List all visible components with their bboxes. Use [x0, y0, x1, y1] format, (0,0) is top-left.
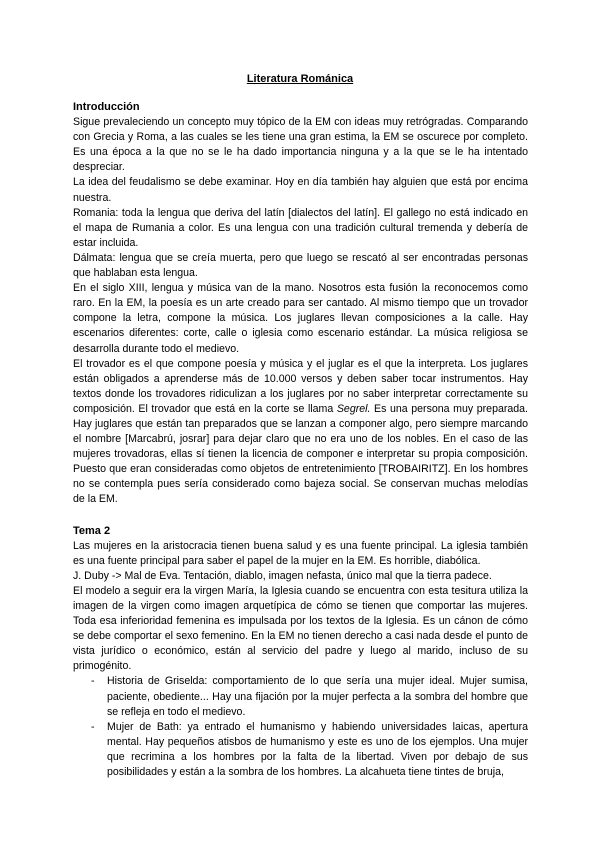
emphasis-segrel: Segrel.	[336, 402, 371, 415]
list-item	[73, 674, 528, 719]
paragraph: Dálmata: lengua que se creía muerta, pero que luego se rescató al ser encontradas personas que hablaban esta lengua.	[73, 251, 528, 280]
paragraph: Las mujeres en la aristocracia tienen buena salud y es una fuente principal. La iglesia también es una fuente principal para saber el papel de la mujer en la EM. Es horrible, diabólica.	[73, 539, 528, 567]
list-item	[73, 720, 528, 780]
dash-bullet: -	[91, 675, 95, 688]
paragraph: Romania: toda la lengua que deriva del latín [dialectos del latín]. El gallego no está indicado en el mapa de Rumania a color. Es una lengua con una tradición cultural tremenda y debería de estar incluida.	[73, 206, 528, 249]
list-item-text: Historia de Griselda: comportamiento de lo que sería una mujer ideal. Mujer sumisa, paciente, obediente... Hay una fijación por la mujer perfecta a la sombra del hombre que se refleja en todo el medievo.	[107, 675, 528, 718]
section-heading-tema-2: Tema 2	[73, 524, 111, 537]
document-body	[73, 100, 528, 780]
paragraph-part: Es una persona muy preparada. Hay juglares que están tan preparados que se lanzan a componer algo, pero siempre marcando el nombre [Marcabrú, josrar] para dejar claro que no era uno de los nobles. En el caso de las mujeres trovadoras, ellas sí tienen la licencia de componer e interpretar su propia composición. Puesto que eran consideradas como objetos de entretenimiento [TROBAIRITZ]. En los hombres no se contempla pues sería considerado como bajeza social. Se conservan muchas melodías de la EM.	[73, 402, 528, 506]
document-title: Literatura Románica	[246, 73, 354, 85]
paragraph-trovador	[73, 357, 528, 508]
paragraph-part: El trovador es el que compone poesía y música y el juglar es el que la interpreta. Los juglares están obligados a aprenderse más de 10.000 versos y deben saber tocar instrumentos. Hay textos donde los trovadores ridiculizan a los juglares por no saber interpretar correctamente su composición. El trovador que está en la corte se llama	[73, 357, 528, 415]
paragraph: El modelo a seguir era la virgen María, la Iglesia cuando se encuentra con esta tesitura utiliza la imagen de la virgen como imagen arquetípica de cómo se tienen que comportar las mujeres. Toda esa inferioridad femenina es impulsada por los textos de la Iglesia. Es un cánon de cómo se debe comportar el sexo femenino. En la EM no tienen derecho a casi nada desde el punto de vista jurídico o económico, están al servicio del padre y luego al marido, incluso de su primogénito.	[73, 584, 528, 673]
list-item-text: Mujer de Bath: ya entrado el humanismo y habiendo universidades laicas, apertura mental. Hay pequeños atisbos de humanismo y este es uno de los ejemplos. Una mujer que recrimina a los hombres por la falta de la libertad. Viven por debajo de sus posibilidades y están a la sombra de los hombres. La alcahueta tiene tintes de bruja,	[107, 720, 528, 779]
paragraph: En el siglo XIII, lengua y música van de la mano. Nosotros esta fusión la reconocemos como raro. En la EM, la poesía es un arte creado para ser cantado. Al mismo tiempo que un trovador compone la letra, compone la música. Los juglares llevan composiciones a la calle. Hay escenarios diferentes: corte, calle o iglesia como escenario estándar. La música religiosa se desarrolla durante todo el medievo.	[73, 282, 528, 355]
section-heading-introduccion: Introducción	[73, 101, 140, 113]
paragraph: J. Duby -> Mal de Eva. Tentación, diablo, imagen nefasta, único mal que la tierra padece.	[73, 569, 492, 582]
dash-bullet: -	[91, 720, 95, 733]
bullet-list	[73, 674, 528, 780]
paragraph: Sigue prevaleciendo un concepto muy tópico de la EM con ideas muy retrógradas. Comparando con Grecia y Roma, a las cuales se les tiene una gran estima, la EM se oscurece por completo. Es una época a la que no se le ha dado importancia ninguna y a la que se le ha intentado despreciar.	[73, 116, 528, 174]
paragraph: La idea del feudalismo se debe examinar. Hoy en día también hay alguien que está por encima nuestra.	[73, 176, 528, 204]
section-gap	[73, 508, 528, 524]
